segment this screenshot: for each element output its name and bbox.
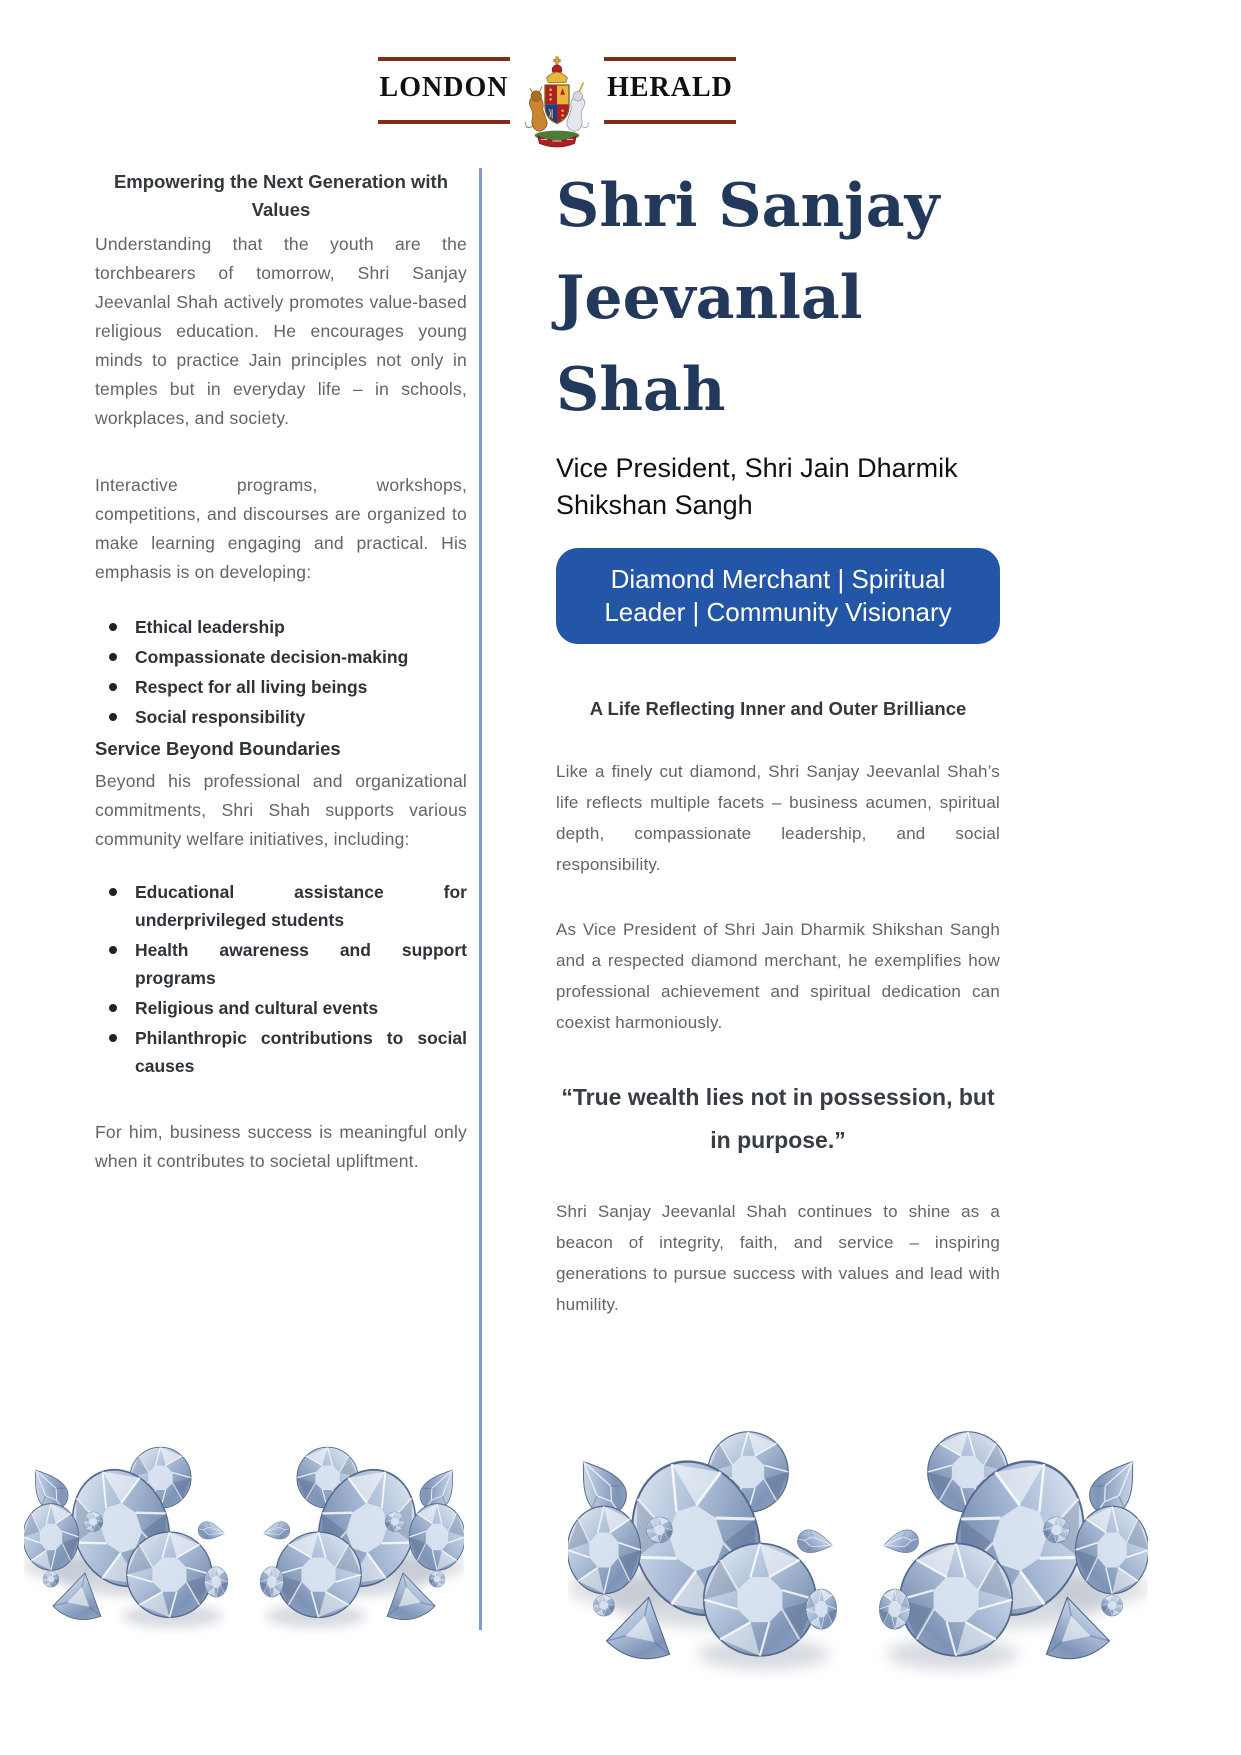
diamond-cluster-image-right bbox=[568, 1420, 1148, 1680]
bullet-item: Health awareness and support programs bbox=[95, 936, 467, 992]
bullet-item: Educational assistance for underprivileged students bbox=[95, 878, 467, 934]
closing-paragraph: Shri Sanjay Jeevanlal Shah continues to shine as a beacon of integrity, faith, and service – inspiring generations to pursue success with values and lead with humility. bbox=[556, 1202, 1000, 1314]
diamond-cluster-image-left bbox=[24, 1438, 464, 1636]
service-paragraph-1: Beyond his professional and organizational commitments, Shri Shah supports various community welfare initiatives, including: bbox=[95, 771, 467, 849]
left-column bbox=[95, 168, 467, 1176]
brilliance-paragraph-1: Like a finely cut diamond, Shri Sanjay Jeevanlal Shah’s life reflects multiple facets – business acumen, spiritual depth, compassionate leadership, and social responsibility. bbox=[556, 762, 1000, 874]
left-section-heading: Empowering the Next Generation with Values bbox=[113, 171, 449, 220]
service-section-heading: Service Beyond Boundaries bbox=[95, 738, 341, 759]
bullet-item: Respect for all living beings bbox=[95, 673, 467, 701]
bullet-item: Philanthropic contributions to social causes bbox=[95, 1024, 467, 1080]
role-badge: Diamond Merchant | Spiritual Leader | Community Visionary bbox=[556, 548, 1000, 644]
masthead bbox=[378, 57, 736, 124]
bullet-item: Religious and cultural events bbox=[95, 994, 467, 1022]
brilliance-paragraph-2: As Vice President of Shri Jain Dharmik Shikshan Sangh and a respected diamond merchant, he exemplifies how professional achievement and spiritual dedication can coexist harmoniously. bbox=[556, 920, 1000, 1032]
masthead-left-segment bbox=[378, 57, 510, 124]
values-bullet-list bbox=[95, 613, 467, 731]
masthead-right-segment bbox=[604, 57, 736, 124]
masthead-word-london: LONDON bbox=[379, 72, 509, 103]
service-paragraph-2: For him, business success is meaningful only when it contributes to societal upliftment. bbox=[95, 1122, 467, 1171]
title-role-subtitle: Vice President, Shri Jain Dharmik Shikshan Sangh bbox=[556, 453, 958, 520]
bullet-item: Social responsibility bbox=[95, 703, 467, 731]
bullet-item: Ethical leadership bbox=[95, 613, 467, 641]
service-bullet-list bbox=[95, 878, 467, 1080]
pull-quote: “True wealth lies not in possession, but in purpose.” bbox=[561, 1084, 995, 1153]
masthead-word-herald: HERALD bbox=[607, 72, 733, 103]
column-divider bbox=[479, 168, 482, 1630]
royal-coat-of-arms-icon bbox=[509, 44, 605, 166]
bullet-item: Compassionate decision-making bbox=[95, 643, 467, 671]
brilliance-section-heading: A Life Reflecting Inner and Outer Brilliance bbox=[589, 698, 967, 719]
page-title: Shri Sanjay Jeevanlal Shah bbox=[556, 171, 940, 425]
right-column bbox=[556, 160, 1000, 1320]
left-paragraph-1: Understanding that the youth are the torchbearers of tomorrow, Shri Sanjay Jeevanlal Shah actively promotes value-based religious education. He encourages young minds to practice Jain principles not only in temples but in everyday life – in schools, workplaces, and society. bbox=[95, 234, 467, 428]
left-paragraph-2: Interactive programs, workshops, competitions, and discourses are organized to make learning engaging and practical. His emphasis is on developing: bbox=[95, 475, 467, 582]
